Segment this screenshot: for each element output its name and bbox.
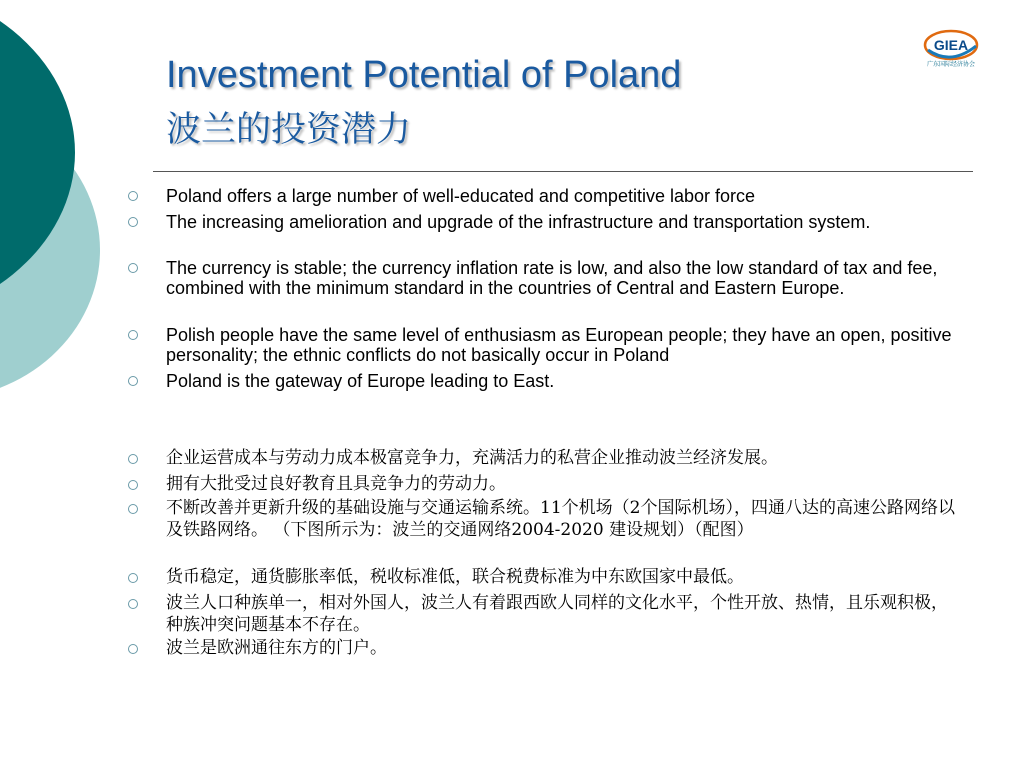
list-item <box>166 258 966 298</box>
list-item <box>166 371 966 391</box>
bullet-text: 企业运营成本与劳动力成本极富竞争力，充满活力的私营企业推动波兰经济发展。 <box>166 448 778 468</box>
list-item <box>166 637 966 659</box>
slide-title: Investment Potential of Poland <box>166 54 682 96</box>
bullet-circle-icon <box>128 191 138 201</box>
bullet-text: The currency is stable; the currency inflation rate is low, and also the low standard of tax and fee, combined with the minimum standard in the countries of Central and Eastern Europe. <box>166 258 938 298</box>
bullet-circle-icon <box>128 217 138 227</box>
list-item <box>166 497 966 541</box>
list-item <box>166 473 966 495</box>
bullet-text: Poland offers a large number of well-educated and competitive labor force <box>166 186 756 206</box>
list-item <box>166 592 966 636</box>
bullet-circle-icon <box>128 480 138 490</box>
bullet-text: 不断改善并更新升级的基础设施与交通运输系统。11个机场（2个国际机场），四通八达的高速公路网络以及铁路网络。 （下图所示为：波兰的交通网络2004-2020 建设规划）（配图） <box>166 498 955 540</box>
bullet-circle-icon <box>128 599 138 609</box>
bullet-text: Polish people have the same level of enthusiasm as European people; they have an open, positive personality; the ethnic conflicts do not basically occur in Poland <box>166 325 952 365</box>
list-item <box>166 566 966 588</box>
bullet-text: The increasing amelioration and upgrade of the infrastructure and transportation system. <box>166 212 871 232</box>
list-item <box>166 186 966 206</box>
title-divider <box>153 171 973 172</box>
bullet-circle-icon <box>128 454 138 464</box>
bullet-circle-icon <box>128 376 138 386</box>
logo-subtext: 广东国际经济协会 <box>926 61 975 68</box>
bullet-text: 波兰人口种族单一，相对外国人，波兰人有着跟西欧人同样的文化水平，个性开放、热情，且乐观积极， 种族冲突问题基本不存在。 <box>166 593 948 635</box>
bullet-circle-icon <box>128 644 138 654</box>
bullet-circle-icon <box>128 263 138 273</box>
bullet-text: 拥有大批受过良好教育且具竞争力的劳动力。 <box>166 474 506 494</box>
list-item <box>166 325 966 365</box>
bullet-circle-icon <box>128 573 138 583</box>
bullet-text: 货币稳定，通货膨胀率低，税收标准低，联合税费标准为中东欧国家中最低。 <box>166 567 744 587</box>
bullet-text: 波兰是欧洲通往东方的门户。 <box>166 638 387 658</box>
slide-title-chinese: 波兰的投资潜力 <box>166 110 412 150</box>
bullet-text: Poland is the gateway of Europe leading to East. <box>166 371 555 391</box>
list-item <box>166 212 966 232</box>
bullet-circle-icon <box>128 504 138 514</box>
bullet-circle-icon <box>128 330 138 340</box>
list-item <box>166 447 966 469</box>
logo-text: GIEA <box>933 37 969 53</box>
